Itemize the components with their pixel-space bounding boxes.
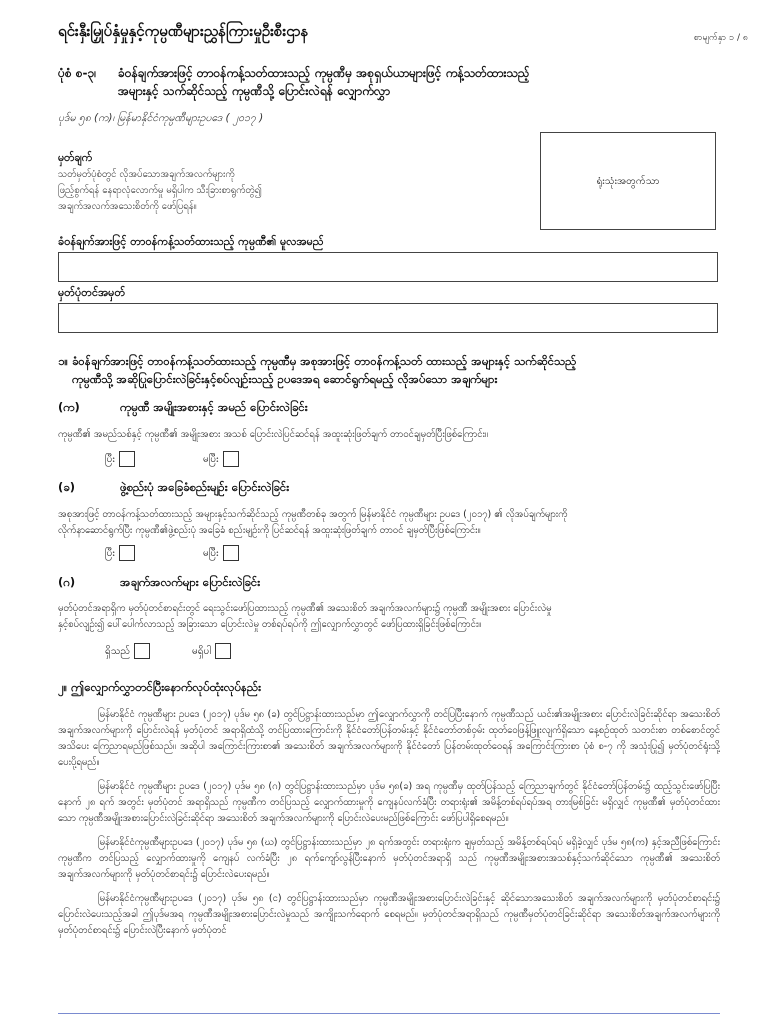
section1-heading-line1: ၁။ ခံဝန်ချက်အားဖြင့် တာဝန်ကန့်သတ်ထားသည့် ကုမ္ပဏီမှ အစုအားဖြင့် တာဝန်ကန့်သတ် ထားသည့် အများနှင့် သက်ဆိုင်သည့် xyxy=(58,354,577,368)
registration-number-label: မှတ်ပုံတင်အမှတ် xyxy=(58,286,126,299)
subsection-c-text-line1: မှတ်ပုံတင်အရာရှိက မှတ်ပုံတင်စာရင်းတွင် ရေးသွင်းဖော်ပြထားသည့် ကုမ္ပဏီ၏ အသေးစိတ် အချက်အလက်များ၌ ကုမ္ပဏီ အမျိုးအစား ပြောင်းလဲမှု xyxy=(58,603,552,614)
section1-heading xyxy=(58,352,728,388)
subsection-a-yes xyxy=(105,451,135,467)
subsection-c-yes xyxy=(105,643,150,659)
section2-body xyxy=(58,707,720,939)
company-name-field[interactable] xyxy=(58,252,718,282)
not-exists-label: မရှိပါ xyxy=(192,645,211,657)
yes-label: ပြီး xyxy=(105,547,115,559)
subsection-c-heading xyxy=(58,575,260,592)
subsection-a-text: ကုမ္ပဏီ၏ အမည်သစ်နှင့် ကုမ္ပဏီ၏ အမျိုးအစား အသစ် ပြောင်းလဲပြင်ဆင်ရန် အထူးဆုံးဖြတ်ချက် တာဝင်ချမှတ်ပြီးဖြစ်ကြောင်း။ xyxy=(58,429,488,440)
form-number: ပုံစံ စ-၃၊ xyxy=(58,66,97,80)
subsection-c-no xyxy=(192,643,231,659)
subsection-c-title: အချက်အလက်များ ပြောင်းလဲခြင်း xyxy=(120,575,261,589)
subsection-a-number: (က) xyxy=(58,400,80,414)
section1-heading-line2: ကုမ္ပဏီသို့ အဆိုပြုပြောင်းလဲခြင်းနှင့်စပ်လျဉ်းသည့် ဥပဒေအရ ဆောင်ရွက်ရမည့် လိုအပ်သော အချက်များ xyxy=(72,372,498,386)
yes-label: ပြီး xyxy=(105,453,115,465)
no-checkbox[interactable] xyxy=(223,545,239,561)
subsection-c-text xyxy=(58,601,720,633)
no-label: မပြီး xyxy=(203,547,219,559)
subsection-b-no xyxy=(203,545,239,561)
form-title xyxy=(58,64,718,100)
exists-checkbox[interactable] xyxy=(134,643,150,659)
subsection-c-number: (ဂ) xyxy=(58,575,76,589)
office-use-box xyxy=(540,132,716,230)
not-exists-checkbox[interactable] xyxy=(215,643,231,659)
footer-rule xyxy=(58,1013,720,1014)
subsection-b-yes xyxy=(105,545,135,561)
page-number: စာမျက်နှာ ၁ / ၈ xyxy=(693,33,748,43)
yes-checkbox[interactable] xyxy=(119,545,135,561)
section2-paragraph: မြန်မာနိုင်ငံ ကုမ္ပဏီများ ဥပဒေ (၂၀၁၇) ပုဒ်မ ၅၈ (ဂ) တွင်ပြဋ္ဌာန်းထားသည်မှာ ပုဒ်မ ၅၈(ခ) အရ ကုမ္ပဏီမှ ထုတ်ပြန်သည့် ကြေညာချက်တွင် နိုင်ငံတော်ပြန်တမ်း၌ ထည့်သွင်းဖော်ပြပြီးနောက် ၂၈ ရက် အတွင်း မှတ်ပုံတင် အရာရှိသည် ကုမ္ပဏီက တင်ပြသည့် လျှောက်ထားမှုကို ကျေနပ်လက်ခံပြီး တရားရုံး၏ အမိန့်တစ်ရပ်ရပ်အရ တားမြစ်ခြင်း မရှိလျှင် ကုမ္ပဏီ၏ မှတ်ပုံတင်ထားသော ကုမ္ပဏီအမျိုးအစားပြောင်းလဲခြင်းဆိုင်ရာ အသေးစိတ် အချက်အလက်များကို ပြောင်းလဲပေးမည်ဖြစ်ကြောင်း ဖော်ပြပါရှိစေရမည်။ xyxy=(58,781,720,824)
no-label: မပြီး xyxy=(203,453,219,465)
subsection-b-text-line2: လိုက်နာဆောင်ရွက်ပြီး ကုမ္ပဏီ၏ဖွဲ့စည်းပုံ အခြေခံ စည်းမျဉ်းကို ပြင်ဆင်ရန် အထူးဆုံးဖြတ်ချက် တာဝင် ချမှတ်ပြီးဖြစ်ကြောင်း။ xyxy=(58,525,481,536)
section2-heading: ၂။ ဤလျှောက်လွှာတင်ပြီးနောက်လုပ်ထုံးလုပ်နည်း xyxy=(58,680,262,694)
note-heading: မှတ်ချက် xyxy=(58,152,93,164)
office-use-label: ရုံးသုံးအတွက်သာ xyxy=(596,175,660,187)
no-checkbox[interactable] xyxy=(223,451,239,467)
subsection-a-title: ကုမ္ပဏီ အမျိုးအစားနှင့် အမည် ပြောင်းလဲခြင်း xyxy=(120,400,308,414)
note-line: အချက်အလက်အသေးစိတ်ကို ဖော်ပြရန်။ xyxy=(58,201,197,212)
subsection-b-number: (ခ) xyxy=(58,480,75,494)
yes-checkbox[interactable] xyxy=(119,451,135,467)
note-line: ဖြည့်စွက်ရန် နေရာလုံလောက်မှု မရှိပါက သီးခြားစာရွက်တွဲ၍ xyxy=(58,185,262,196)
section2-paragraph: မြန်မာနိုင်ငံ ကုမ္ပဏီများ ဥပဒေ (၂၀၁၇) ပုဒ်မ ၅၈ (ခ) တွင်ပြဋ္ဌာန်းထားသည်မှာ ဤလျှောက်လွှာကို တင်ပြပြီးနောက် ကုမ္ပဏီသည် ယင်း၏အမျိုးအစား ပြောင်းလဲခြင်းဆိုင်ရာ အသေးစိတ်အချက်အလက်များကို ပြောင်းလဲရန် မှတ်ပုံတင် အရာရှိထံသို့ တင်ပြထားကြောင်းကို နိုင်ငံတော်ပြန်တမ်းနှင့် နိုင်ငံတော်တစ်ဝှမ်း ထုတ်ဝေဖြန့်ဖြူးလျက်ရှိသော နေ့စဉ်ထုတ် သတင်းစာ တစ်စောင်တွင် အသိပေး ကြေညာရမည်ဖြစ်သည်။ အဆိုပါ အကြောင်းကြားစာ၏ အသေးစိတ် အချက်အလက်များကို နိုင်ငံတော် ပြန်တမ်းထုတ်ဝေရန် အကြောင်းကြားစာ ပုံစံ စ-၇ ကို အသုံးပြု၍ မှတ်ပုံတင်ရုံးသို့ ပေးပို့ရမည်။ xyxy=(58,709,720,768)
form-title-line2: အများနှင့် သက်ဆိုင်သည့် ကုမ္ပဏီသို့ ပြောင်းလဲရန် လျှောက်လွှာ xyxy=(118,84,391,98)
subsection-b-text-line1: အစုအားဖြင့် တာဝန်ကန့်သတ်ထားသည့် အများနှင့်သက်ဆိုင်သည့် ကုမ္ပဏီတစ်ခု အတွက် မြန်မာနိုင်ငံ ကုမ္ပဏီများ ဥပဒေ (၂၀၁၇) ၏ လိုအပ်ချက်များကို xyxy=(58,509,568,520)
subsection-a-heading xyxy=(58,400,308,417)
subsection-a-no xyxy=(203,451,239,467)
registration-number-field[interactable] xyxy=(58,303,718,333)
section2-paragraph: မြန်မာနိုင်ငံကုမ္ပဏီများဥပဒေ (၂၀၁၇) ပုဒ်မ ၅၈ (ဃ) တွင်ပြဋ္ဌာန်းထားသည်မှာ ၂၈ ရက်အတွင်း တရားရုံးက ချမှတ်သည့် အမိန့်တစ်ရပ်ရပ် မရှိခဲ့လျှင် ပုဒ်မ ၅၈(က) နှင့်အညီဖြစ်ကြောင်း ကုမ္ပဏီက တင်ပြသည့် လျှောက်ထားမှုကို ကျေနပ် လက်ခံပြီး ၂၈ ရက်ကျော်လွန်ပြီးနောက် မှတ်ပုံတင်အရာရှိ သည် ကုမ္ပဏီအမျိုးအစားအသစ်နှင့်သက်ဆိုင်သော ကုမ္ပဏီ၏ အသေးစိတ်အချက်အလက်များကို မှတ်ပုံတင်စာရင်း၌ ပြောင်းလဲပေးရမည်။ xyxy=(58,837,720,880)
form-title-line1: ခံဝန်ချက်အားဖြင့် တာဝန်ကန့်သတ်ထားသည့် ကုမ္ပဏီမှ အစုရှယ်ယာများဖြင့် ကန့်သတ်ထားသည့် xyxy=(118,66,530,80)
subsection-b-text xyxy=(58,507,720,539)
note-line: သတ်မှတ်ပုံစံတွင် လိုအပ်သောအချက်အလက်များကို xyxy=(58,169,235,180)
exists-label: ရှိသည် xyxy=(105,645,131,657)
subsection-b-title: ဖွဲ့စည်းပုံ အခြေခံစည်းမျဉ်း ပြောင်းလဲခြင်း xyxy=(120,480,290,494)
company-name-label: ခံဝန်ချက်အားဖြင့် တာဝန်ကန့်သတ်ထားသည့် ကုမ္ပဏီ၏ မူလအမည် xyxy=(58,235,324,248)
subsection-b-heading xyxy=(58,480,289,497)
law-reference: ပုဒ်မ ၅၈ (က)၊ မြန်မာနိုင်ငံကုမ္ပဏီများဥပဒေ ( ၂၀၁၇ ) xyxy=(58,112,264,124)
agency-title: ရင်းနှီးမြှုပ်နှံမှုနှင့်ကုမ္ပဏီများညွှန်ကြားမှုဦးစီးဌာန xyxy=(58,22,309,40)
section2-paragraph: မြန်မာနိုင်ငံကုမ္ပဏီများဥပဒေ (၂၀၁၇) ပုဒ်မ ၅၈ (င) တွင်ပြဋ္ဌာန်းထားသည်မှာ ကုမ္ပဏီအမျိုးအစားပြောင်းလဲခြင်းနှင့် ဆိုင်သောအသေးစိတ် အချက်အလက်များကို မှတ်ပုံတင်စာရင်း၌ ပြောင်းလဲပေးသည့်အခါ ဤပုဒ်မအရ ကုမ္ပဏီအမျိုးအစားပြောင်းလဲမှုသည် အကျိုးသက်ရောက် စေရမည်။ မှတ်ပုံတင်အရာရှိသည် ကုမ္ပဏီမှတ်ပုံတင်ခြင်းဆိုင်ရာ အသေးစိတ်အချက်အလက်များကို မှတ်ပုံတင်စာရင်း၌ ပြောင်းလဲပြီးနောက် မှတ်ပုံတင် xyxy=(58,893,720,936)
subsection-c-text-line2: နှင့်စပ်လျဉ်း၍ ပေါ်ပေါက်လာသည့် အခြားသော ပြောင်းလဲမှု တစ်ရပ်ရပ်ကို ဤလျှောက်လွှာတွင် ဖော်ပြထားရှိခြင်းဖြစ်ကြောင်း။ xyxy=(58,619,482,630)
